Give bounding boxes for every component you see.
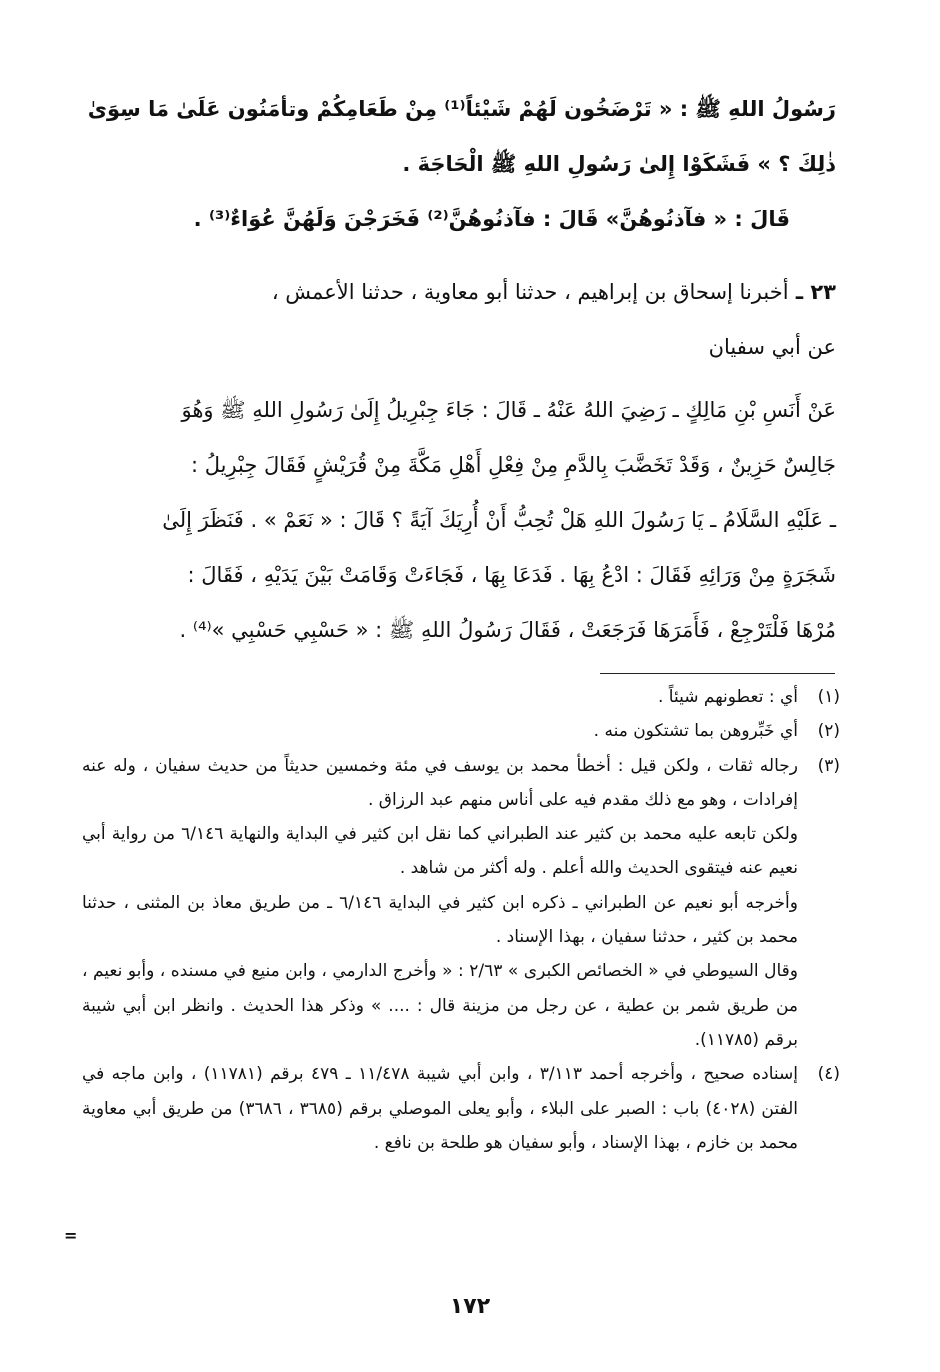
footnote-number: (٣): [817, 755, 840, 776]
footnote-4: [82, 1057, 840, 1160]
main-text: [78, 82, 836, 658]
text-line: مُرْهَا فَلْتَرْجِعْ ، فَأَمَرَهَا فَرَجَعَتْ ، فَقَالَ رَسُولُ اللهِ ﷺ : « حَسْبِي حَسْبِي »⁽⁴⁾ .: [179, 618, 836, 642]
hadith-chain: [78, 265, 836, 320]
footnote-3: [82, 749, 840, 1058]
footnote-number: (٢): [817, 721, 840, 742]
text-line: عَنْ أَنَسِ بْنِ مَالِكٍ ـ رَضِيَ اللهُ عَنْهُ ـ قَالَ : جَاءَ جِبْرِيلُ إِلَىٰ رَسُولِ اللهِ ﷺ وَهُوَ: [181, 398, 836, 422]
text-line: ذٰلِكَ ؟ » فَشَكَوْا إِلىٰ رَسُولِ اللهِ ﷺ الْحَاجَةَ .: [402, 152, 836, 176]
footnote-separator: [600, 673, 835, 674]
footnote-text: وقال السيوطي في « الخصائص الكبرى » ٢/٦٣ : « وأخرج الدارمي ، وابن منيع في مسنده ، وأبو نعيم ، من طريق شمر بن عطية ، عن رجل من مزينة قال : .... » وذكر هذا الحديث . وانظر ابن أبي شيبة برقم (١١٧٨٥).: [82, 961, 798, 1050]
footnote-text: ولكن تابعه عليه محمد بن كثير عند الطبراني كما نقل ابن كثير في البداية والنهاية ٦/١٤٦ من رواية أبي نعيم عنه فيتقوى الحديث والله أعلم . وله أكثر من شاهد .: [82, 824, 798, 879]
footnote-text: وأخرجه أبو نعيم عن الطبراني ـ ذكره ابن كثير في البداية ٦/١٤٦ ـ من طريق معاذ بن المثنى ، حدثنا محمد بن كثير ، حدثنا سفيان ، بهذا الإسناد .: [82, 892, 798, 948]
text-line: رَسُولُ اللهِ ﷺ : « تَرْضَخُون لَهُمْ شَيْئاً⁽¹⁾ مِنْ طَعَامِكُمْ وتأمَنُون عَلَىٰ مَا سِوَىٰ: [87, 97, 836, 121]
footnote-text: أي خَبِّروهن بما تشتكون منه .: [593, 721, 798, 742]
text-line: شَجَرَةٍ مِنْ وَرَائِهِ فَقَالَ : ادْعُ بِهَا . فَدَعَا بِهَا ، فَجَاءَتْ وَقَامَتْ بَيْنَ يَدَيْهِ ، فَقَالَ :: [187, 563, 836, 587]
hadith-number: ٢٣ ـ: [795, 280, 836, 304]
hadith-chain-line: عن أبي سفيان: [708, 335, 836, 359]
hadith-chain-text: أخبرنا إسحاق بن إبراهيم ، حدثنا أبو معاوية ، حدثنا الأعمش ،: [271, 280, 789, 304]
page-number: ١٧٢: [449, 1294, 491, 1319]
continuation-mark: =: [64, 1226, 78, 1245]
text-line: قَالَ : « فآذنُوهُنَّ» قَالَ : فآذنُوهُنَّ⁽²⁾ فَخَرَجْنَ وَلَهُنَّ عُوَاءٌ⁽³⁾ .: [193, 207, 790, 231]
footnote-number: (١): [817, 687, 840, 707]
hadith-body: [78, 383, 836, 658]
footnote-1: [82, 680, 840, 714]
footnote-2: [82, 714, 840, 748]
footnote-text: أي : تعطونهم شيئاً .: [657, 687, 798, 707]
footnotes: [82, 680, 840, 1160]
footnote-text: إسناده صحيح ، وأخرجه أحمد ٣/١١٣ ، وابن أبي شيبة ١١/٤٧٨ ـ ٤٧٩ برقم (١١٧٨١) ، وابن ماجه في الفتن (٤٠٢٨) باب : الصبر على البلاء ، وأبو يعلى الموصلي برقم (٣٦٨٥ ، ٣٦٨٦) من طريق أبي معاوية محمد بن خازم ، بهذا الإسناد ، وأبو سفيان هو طلحة بن نافع .: [82, 1064, 799, 1153]
text-line: ـ عَلَيْهِ السَّلَامُ ـ يَا رَسُولَ اللهِ هَلْ تُحِبُّ أَنْ أُرِيَكَ آيَةً ؟ قَالَ : « نَعَمْ » . فَنَظَرَ إِلَىٰ: [162, 508, 836, 532]
footnote-text: رجاله ثقات ، ولكن قيل : أخطأ محمد بن يوسف في مئة وخمسين حديثاً من حديث سفيان ، وله عنه إفرادات ، وهو مع ذلك مقدم فيه على أناس منهم عبد الرزاق .: [82, 755, 798, 810]
text-line: جَالِسٌ حَزِينٌ ، وَقَدْ تَخَضَّبَ بِالدَّمِ مِنْ فِعْلِ أَهْلِ مَكَّةَ مِنْ قُرَيْشٍ فَقَالَ جِبْرِيلُ :: [190, 453, 836, 477]
footnote-number: (٤): [817, 1064, 840, 1085]
